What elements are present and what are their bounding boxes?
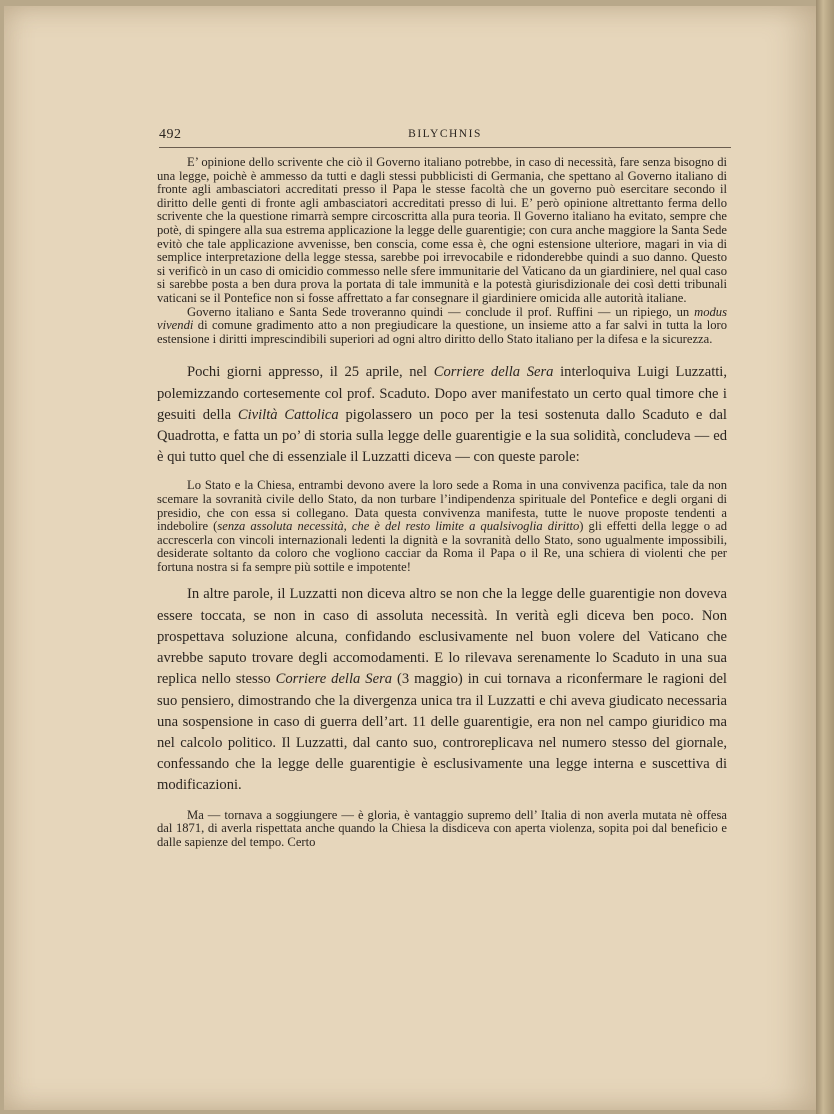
page-number: 492 (159, 127, 182, 142)
running-title: BILYCHNIS (408, 128, 482, 140)
paragraph-3-italic-2: Civiltà Cattolica (237, 406, 339, 423)
paragraph-2-part-2: di comune gradimento atto a non pregiudicare la questione, un insieme atto a far salvi in tutta la loro estensione i diritti imprescindibili superiori ad ogni altro diritto dello Stato italiano per la difesa e la sicurezza. (157, 318, 727, 346)
paragraph-6: Ma — tornava a soggiungere — è gloria, è vantaggio supremo dell’ Italia di non averla mutata nè offesa dal 1871, di averla rispettata anche quando la Chiesa la disdiceva con aperta violenza, sopita poi dal beneficio e dalle sapienze del tempo. Certo (157, 807, 727, 849)
block-quote-part-1: Lo Stato e la Chiesa, entrambi devono avere la loro sede a Roma in una convivenza pacifica, tale da non scemare la sovranità civile dello Stato, da non turbare l’indipendenza spirituale del Pontefice e degli organi di presidio, che con essa si collegano. Data questa convivenza manifesta, tutte le nuove proposte tendenti a indebolire ( (157, 478, 727, 534)
block-quote-italic: senza assoluta necessità, che è del resto limite a qualsivoglia diritto (217, 519, 580, 534)
paragraph-1: E’ opinione dello scrivente che ciò il Governo italiano potrebbe, in caso di necessità, fare senza bisogno di una legge, poichè è ammesso da tutti e dagli stessi pubblicisti di Germania, che spettano al Governo italiano di fronte agli ambasciatori accreditati presso il Papa le stesse facoltà che un governo può esercitare secondo il diritto delle genti di fronte agli ambasciatori accreditati presso di lui. E’ però opinione altrettanto ferma dello scrivente che la questione rimarrà sempre circoscritta alla pura teoria. Il Governo italiano ha evitato, sempre che potè, di spingere alla sua estrema applicazione la legge delle guarentigie; con cura anche maggiore la Santa Sede evitò che tale applicazione avvenisse, ben conscia, come essa è, che ogni estensione ulteriore, magari in via di semplice interpretazione della legge stessa, sarebbe poi irrevocabile e ridonderebbe quindi a suo danno. Questo si verificò in un caso di omicidio commesso nelle sfere immunitarie del Vaticano da un giardiniere, nel qual caso si sarebbe posta a ben dura prova la portata di tale immunità e la potestà giurisdizionale dei così detti tribunali vaticani se il Pontefice non si fosse affrettato a far consegnare il giardiniere omicida alle autorità italiane. (157, 155, 727, 305)
paragraph-3-part-1: Pochi giorni appresso, il 25 aprile, nel (187, 364, 434, 381)
paragraph-3-part-3: pigolassero un poco per la tesi sostenuta dallo Scaduto e dal Quadrotta, e fatta un po’ di storia sulla legge delle guarentigie e la sua solidità, concludeva — ed è qui tutto quel che di essenziale il Luzzatti diceva — con queste parole: (157, 406, 727, 466)
page-header (159, 125, 731, 148)
paragraph-3 (157, 362, 727, 468)
body-text (157, 156, 727, 849)
block-quote (157, 479, 727, 574)
paragraph-2 (157, 306, 727, 347)
paragraph-3-italic-1: Corriere della Sera (433, 364, 554, 381)
paragraph-5 (157, 584, 727, 796)
paragraph-2-italic: modus vivendi (157, 304, 727, 333)
paragraph-5-italic: Corriere della Sera (275, 671, 393, 688)
block-quote-part-2: ) gli effetti della legge o ad accrescerla con vincoli internazionali ledenti la dignità e la sovranità dello Stato, sono ugualmente impossibili, desiderate soltanto da coloro che vogliono cacciar da Roma il Papa o il Re, una schiera di violenti che per fortuna nostra si fa sempre più sottile e impotente! (157, 519, 727, 574)
paragraph-5-part-1: In altre parole, il Luzzatti non diceva altro se non che la legge delle guarentigie non doveva essere toccata, se non in caso di assoluta necessità. In verità egli diceva ben poco. Non prospettava soluzione alcuna, confidando esclusivamente nel buon volere del Vaticano che avrebbe saputo trovare degli accomodamenti. E lo rilevava serenamente lo Scaduto in una sua replica nello stesso (157, 586, 727, 688)
paragraph-5-part-2: (3 maggio) in cui tornava a riconfermare le ragioni del suo pensiero, dimostrando che la divergenza unica tra il Luzzatti e chi aveva giudicato necessaria una sospensione in caso di guerra dell’art. 11 delle guarentigie, era non nel campo giuridico ma nel calcolo politico. Il Luzzatti, dal canto suo, controreplicava nel numero stesso del giornale, confessando che la legge delle guarentigie è esclusivamente una legge interna e suscettiva di modificazioni. (157, 671, 727, 794)
paragraph-2-part-1: Governo italiano e Santa Sede troveranno quindi — conclude il prof. Ruffini — un ripiego, un (187, 304, 695, 319)
book-spine (816, 0, 834, 1114)
paragraph-3-part-2: interloquiva Luigi Luzzatti, polemizzando cortesemente col prof. Scaduto. Dopo aver manifestato un certo qual timore che i gesuiti della (157, 364, 728, 423)
